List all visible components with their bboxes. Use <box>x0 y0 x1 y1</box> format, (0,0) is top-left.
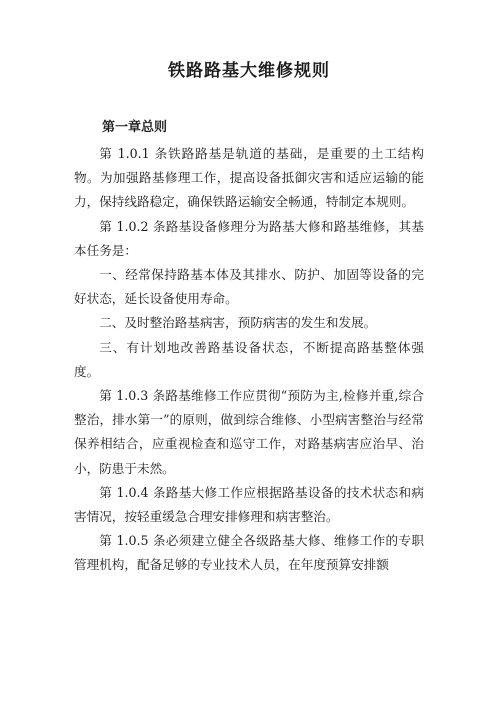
paragraph-1-0-2: 第 1.0.2 条路基设备修理分为路基大修和路基维修，其基本任务是： <box>74 218 424 258</box>
paragraph-1-0-1: 第 1.0.1 条铁路路基是轨道的基础，是重要的土工结构物。为加强路基修理工作，提高设备抵御灾害和适应运输的能力，保持线路稳定，确保铁路运输安全畅通，特制定本规则。 <box>74 146 424 210</box>
paragraph-1-0-5: 第 1.0.5 条必须建立健全各级路基大修、维修工作的专职管理机构，配备足够的专业技术人员，在年度预算安排额 <box>74 533 424 573</box>
list-item-1: 一、经常保持路基本体及其排水、防护、加固等设备的完好状态，延长设备使用寿命。 <box>74 267 424 307</box>
chapter-heading: 第一章总则 <box>102 120 168 135</box>
paragraph-1-0-3: 第 1.0.3 条路基维修工作应贯彻“预防为主,检修并重,综合整治，排水第一”的原则，做到综合维修、小型病害整治与经常保养相结合，应重视检查和巡守工作，对路基病害应治早、治小，防患于未然。 <box>74 388 424 476</box>
paragraph-1-0-4: 第 1.0.4 条路基大修工作应根据路基设备的技术状态和病害情况，按轻重缓急合理安排修理和病害整治。 <box>74 484 424 525</box>
list-item-3: 三、有计划地改善路基设备状态，不断提高路基整体强度。 <box>74 339 424 379</box>
list-item-2: 二、及时整治路基病害，预防病害的发生和发展。 <box>99 315 377 331</box>
document-title: 铁路路基大维修规则 <box>168 61 330 81</box>
